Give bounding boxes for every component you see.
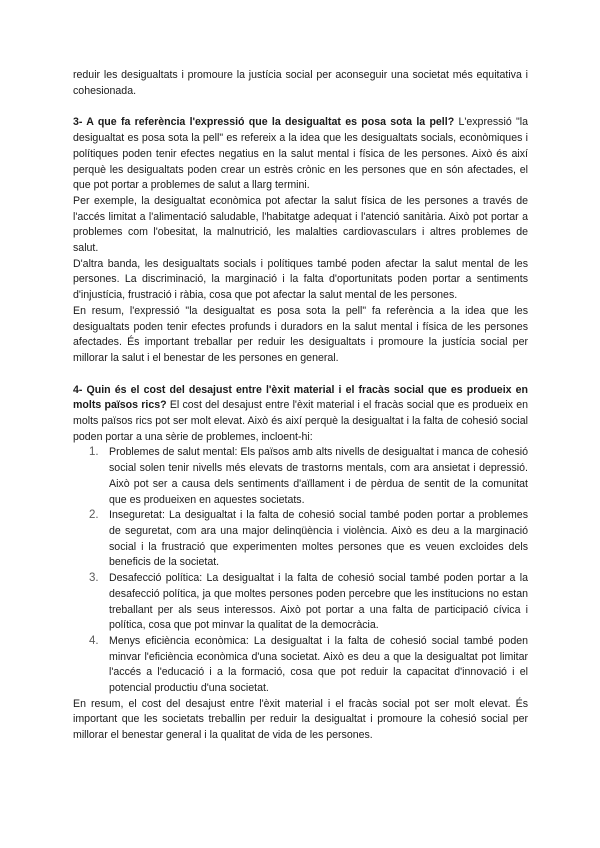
list-item-number: 1. — [89, 446, 99, 459]
spacer — [73, 367, 528, 383]
section3-paragraph-2: Per exemple, la desigualtat econòmica pot afectar la salut física de les persones a través de l'accés limitat a l'alimentació saludable, l'habitatge adequat i l'atenció sanitària. Això pot portar a problemes com l'obesitat, la malnutrició, les malalties cardiovasculars i altres problemes de salut. — [73, 194, 528, 255]
list-item-number: 4. — [89, 634, 99, 647]
section4-lead: El cost del desajust entre l'èxit material i el fracàs social que es produeix en molts països rics pot ser molt elevat. Això és així perquè la desigualtat i la falta de cohesió social poden portar a una sèrie de problemes, incloent-hi: — [73, 399, 528, 443]
section3-paragraph-1: L'expressió "la desigualtat es posa sota la pell" es refereix a la idea que les desigualtats socials, econòmiques i polítiques poden tenir efectes negatius en la salut mental i física de les persones. Això és així perquè les desigualtats poden crear un estrès crònic en les persones que en són afectades, el que pot portar a problemes de salut a llarg termini. — [73, 116, 528, 192]
section3-first-paragraph — [73, 115, 528, 194]
list-item-text: Problemes de salut mental: Els països amb alts nivells de desigualtat i manca de cohesió social solen tenir nivells més elevats de trastorns mentals, com ara ansietat i depressió. Això pot ser a causa dels sentiments d'aïllament i de pèrdua de sentit de la comunitat que es produeixen en aquestes societats. — [109, 446, 528, 506]
section3-paragraph-3: D'altra banda, les desigualtats socials i polítiques també poden afectar la salut mental de les persones. La discriminació, la marginació i la falta d'oportunitats poden portar a sentiments d'injustícia, frustració i ràbia, cosa que pot afectar la salut mental de les persones. — [73, 257, 528, 302]
list-item-number: 3. — [89, 572, 99, 585]
numbered-list — [73, 445, 528, 696]
section4-question: 4- Quin és el cost del desajust entre l'èxit material i el fracàs social que es produeix en molts països rics? — [73, 383, 528, 412]
section3-paragraph-4: En resum, l'expressió "la desigualtat es posa sota la pell" fa referència a la idea que les desigualtats poden tenir efectes profunds i duradors en la salut mental i física de les persones afectades. És important treballar per reduir les desigualtats i promoure la justícia social per millorar la salut i el benestar de les persones en general. — [73, 304, 528, 364]
spacer — [73, 99, 528, 115]
list-item-text: Desafecció política: La desigualtat i la falta de cohesió social també poden portar a la desafecció política, ja que moltes persones poden percebre que les institucions no estan treballant per als seus interessos. Això pot portar a una falta de participació cívica i política, cosa que pot minvar la qualitat de la democràcia. — [109, 572, 528, 632]
list-item-number: 2. — [89, 509, 99, 522]
section4-conclusion: En resum, el cost del desajust entre l'èxit material i el fracàs social pot ser molt elevat. És important que les societats treballin per reduir la desigualtat i promoure la cohesió social per millorar el benestar general i la qualitat de vida de les persones. — [73, 697, 528, 742]
list-item — [89, 571, 528, 634]
list-item — [89, 634, 528, 697]
intro-paragraph: reduir les desigualtats i promoure la justícia social per aconseguir una societat més equitativa i cohesionada. — [73, 69, 528, 97]
list-item-text: Menys eficiència econòmica: La desigualtat i la falta de cohesió social també poden minvar l'eficiència econòmica d'una societat. Això es deu a que la desigualtat pot limitar l'accés a l'educació i a la formació, cosa que pot reduir la capacitat d'innovació i el potencial productiu d'una societat. — [109, 634, 528, 695]
list-item — [89, 445, 528, 508]
list-item — [89, 508, 528, 571]
section3-question: 3- A que fa referència l'expressió que la desigualtat es posa sota la pell? — [73, 116, 455, 129]
list-item-text: Inseguretat: La desigualtat i la falta de cohesió social també poden portar a problemes de seguretat, com ara una major delinqüència i violència. Això es deu a la marginació social i la frustració que experimenten moltes persones que es veuen excloides dels beneficis de la societat. — [109, 509, 528, 569]
section4-first-paragraph — [73, 383, 528, 446]
